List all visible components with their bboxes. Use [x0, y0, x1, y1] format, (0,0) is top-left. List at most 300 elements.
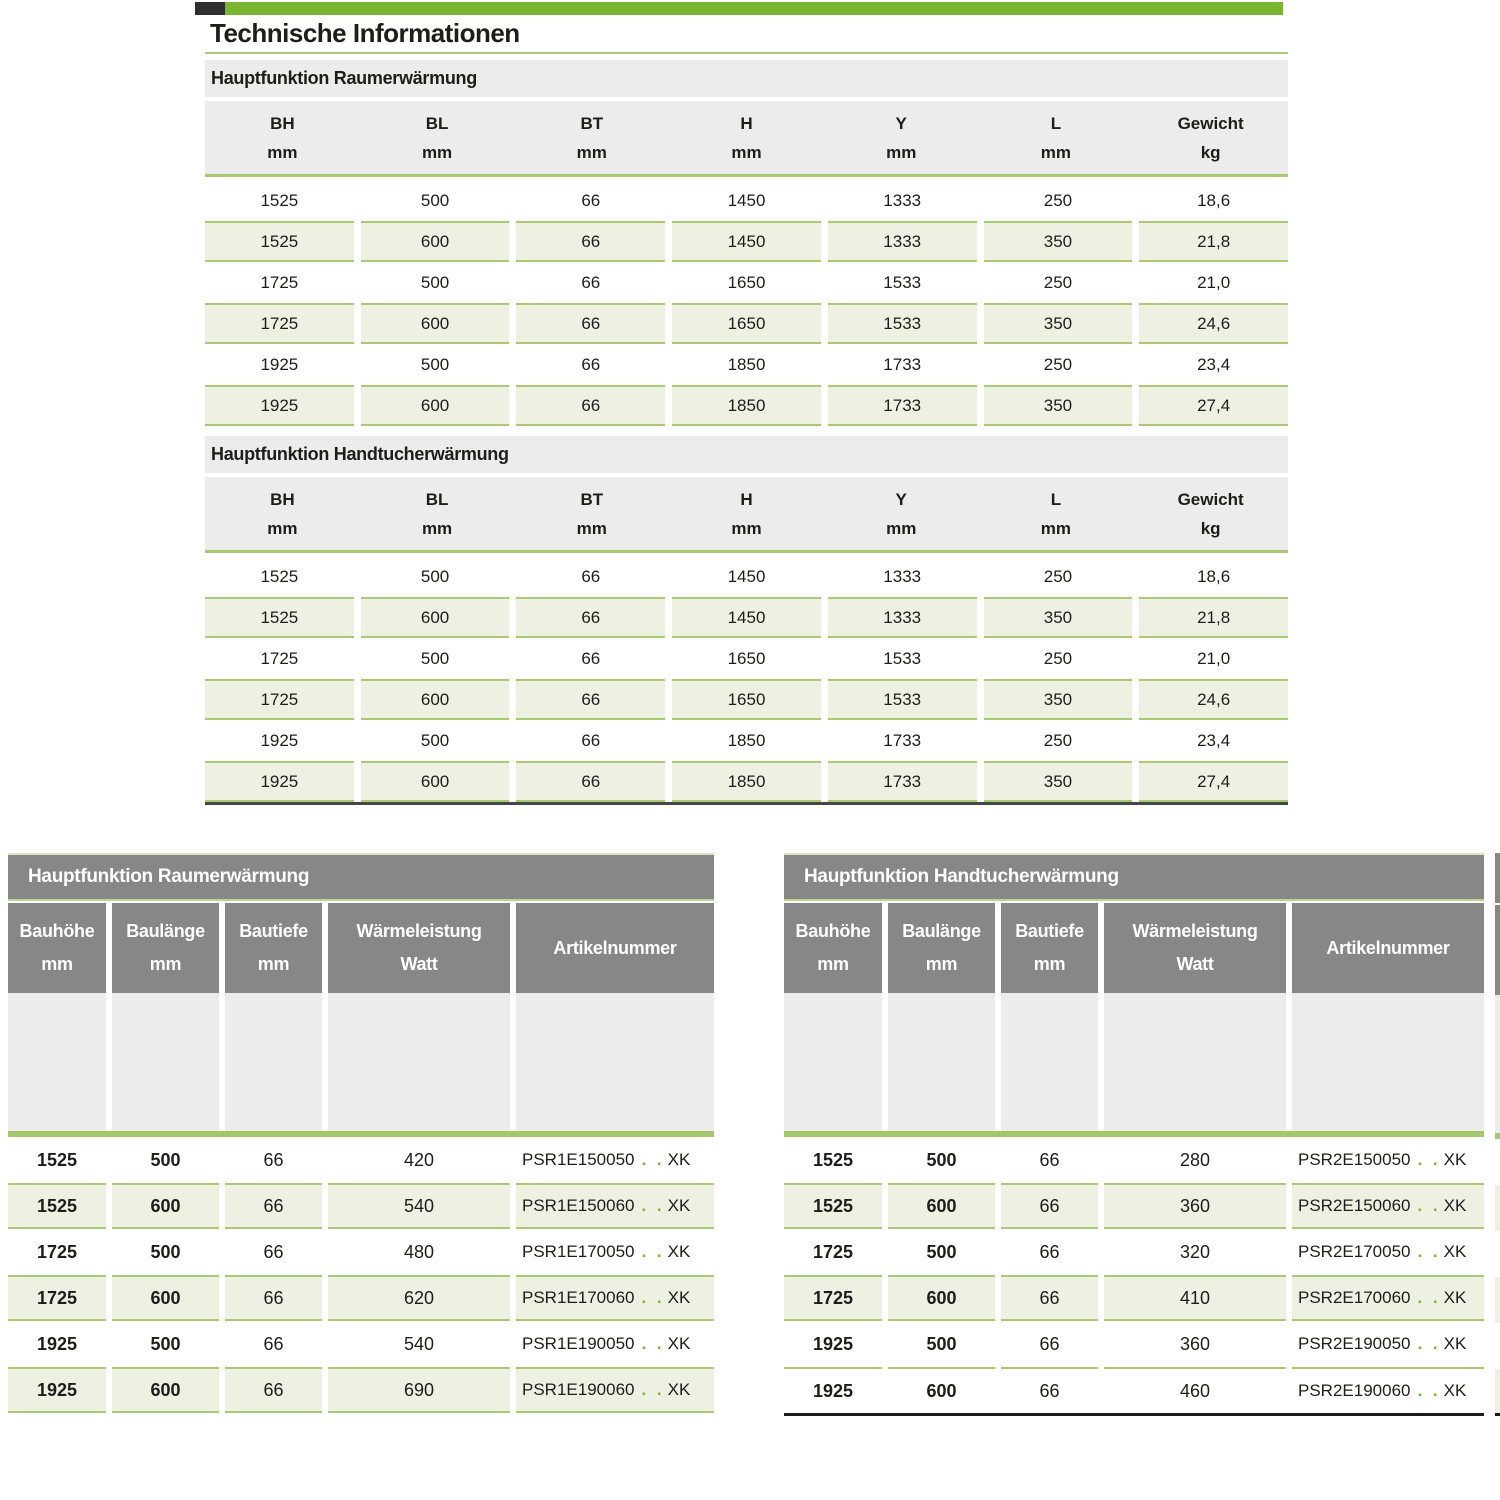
bottom-table-handtucherwaermung	[784, 853, 1484, 1416]
column-header-cell	[1133, 101, 1288, 174]
data-cell: 500	[420, 272, 450, 292]
column-header-line2: mm	[1033, 954, 1066, 974]
bautiefe-cell: 66	[225, 1367, 322, 1413]
bauhoehe-cell: 1925	[784, 1367, 882, 1413]
data-cell: 1925	[260, 354, 299, 374]
data-cell: 1650	[672, 303, 821, 344]
column-header-line1: Artikelnummer	[553, 937, 677, 958]
data-cell: 1725	[260, 648, 299, 668]
data-cell: 1650	[727, 272, 766, 292]
column-header-cell	[360, 477, 515, 550]
waermeleistung-cell: 420	[403, 1149, 435, 1170]
artikelnummer-dots: . .	[1417, 1288, 1441, 1307]
data-cell: 66	[581, 272, 601, 292]
section-band-label: Hauptfunktion Raumerwärmung	[211, 68, 477, 88]
column-header-line1: Y	[895, 113, 907, 133]
column-header-line2: mm	[731, 142, 762, 162]
column-header-row-handtucherwaermung	[205, 477, 1288, 553]
column-header-line1: Bauhöhe	[19, 921, 95, 941]
table-body-raumerwaermung	[205, 180, 1288, 426]
table-row	[784, 1183, 1484, 1229]
data-cell: 1733	[828, 761, 977, 802]
data-cell: 1450	[672, 221, 821, 262]
artikelnummer-prefix: PSR1E190050	[522, 1334, 635, 1353]
bottom-table-body	[8, 1137, 714, 1413]
waermeleistung-cell: 360	[1179, 1333, 1211, 1354]
artikelnummer-prefix: PSR2E150060	[1298, 1196, 1411, 1215]
data-cell: 250	[1043, 190, 1073, 210]
artikelnummer-dots: . .	[1417, 1381, 1441, 1400]
column-header-cell	[1133, 477, 1288, 550]
table-row	[8, 1321, 714, 1367]
column-header-cell	[112, 903, 219, 993]
column-header-cell	[824, 101, 979, 174]
column-header-line1: Y	[895, 489, 907, 509]
section-band-label: Hauptfunktion Handtucherwärmung	[211, 444, 509, 464]
bottom-band-handtucherwaermung	[784, 853, 1484, 901]
artikelnummer-cell	[516, 1229, 714, 1275]
table-row	[205, 720, 1288, 761]
baulaenge-cell: 500	[926, 1149, 957, 1170]
artikelnummer-suffix: XK	[667, 1150, 691, 1169]
column-header-line1: Gewicht	[1177, 489, 1244, 509]
data-cell: 66	[581, 190, 601, 210]
column-header-line1: Bautiefe	[239, 921, 308, 941]
data-cell: 1850	[727, 730, 766, 750]
column-header-cell	[205, 101, 360, 174]
baulaenge-cell: 500	[150, 1333, 181, 1354]
column-header-line1: BL	[425, 113, 449, 133]
empty-cell	[784, 993, 882, 1131]
column-header-line2: mm	[925, 954, 958, 974]
data-cell: 500	[420, 566, 450, 586]
data-cell: 24,6	[1139, 679, 1288, 720]
artikelnummer-cell	[1292, 1183, 1484, 1229]
data-cell: 1333	[883, 566, 922, 586]
data-cell: 1925	[205, 385, 354, 426]
artikelnummer-cell	[1292, 1321, 1484, 1367]
table-row	[205, 761, 1288, 802]
data-cell: 500	[420, 648, 450, 668]
data-cell: 1333	[828, 221, 977, 262]
data-cell: 1525	[205, 597, 354, 638]
artikelnummer-cell	[1292, 1229, 1484, 1275]
empty-image-row	[8, 993, 714, 1131]
empty-cell	[112, 993, 219, 1131]
artikelnummer-prefix: PSR1E150050	[522, 1150, 635, 1169]
artikelnummer-cell	[516, 1137, 714, 1183]
bauhoehe-cell: 1725	[784, 1275, 882, 1321]
waermeleistung-cell: 690	[328, 1367, 510, 1413]
column-header-line2: mm	[1040, 142, 1072, 162]
bautiefe-cell: 66	[263, 1241, 284, 1262]
column-header-row-raumerwaermung	[205, 101, 1288, 177]
column-header-cell	[205, 477, 360, 550]
data-cell: 250	[1043, 730, 1073, 750]
column-header-line2: mm	[267, 142, 298, 162]
data-cell: 600	[361, 597, 510, 638]
column-header-line1: L	[1050, 113, 1062, 133]
data-cell: 66	[516, 221, 665, 262]
column-header-line1: Gewicht	[1177, 113, 1244, 133]
column-header-line1: Bautiefe	[1015, 921, 1084, 941]
baulaenge-cell: 600	[112, 1183, 219, 1229]
artikelnummer-dots: . .	[641, 1380, 665, 1399]
data-cell: 350	[984, 221, 1133, 262]
data-cell: 21,8	[1139, 221, 1288, 262]
cutoff-table-sliver	[1495, 853, 1500, 1416]
bautiefe-cell: 66	[225, 1275, 322, 1321]
column-header-line1: Bauhöhe	[795, 921, 871, 941]
column-header-cell	[1001, 903, 1098, 993]
artikelnummer-cell	[516, 1183, 714, 1229]
artikelnummer-suffix: XK	[1443, 1334, 1467, 1353]
data-cell: 1925	[205, 761, 354, 802]
column-header-line2: mm	[267, 518, 298, 538]
data-cell: 1533	[828, 303, 977, 344]
data-cell: 350	[984, 679, 1133, 720]
column-header-cell	[360, 101, 515, 174]
column-header-line2: mm	[149, 954, 182, 974]
column-header-line1: BH	[270, 113, 295, 133]
table-row	[205, 303, 1288, 344]
bottom-table-body	[784, 1137, 1484, 1413]
section-band-raumerwaermung	[205, 60, 1288, 97]
top-bar-green-segment	[225, 2, 1283, 15]
bauhoehe-cell: 1925	[812, 1333, 854, 1354]
bottom-band-raumerwaermung	[8, 853, 714, 901]
waermeleistung-cell: 320	[1179, 1241, 1211, 1262]
column-header-line2: mm	[421, 518, 453, 538]
artikelnummer-prefix: PSR2E170050	[1298, 1242, 1411, 1261]
data-cell: 250	[1043, 272, 1073, 292]
artikelnummer-cell	[1292, 1137, 1484, 1183]
column-header-line2: mm	[731, 518, 762, 538]
data-cell: 1725	[205, 679, 354, 720]
empty-cell	[328, 993, 510, 1131]
column-header-line2: Watt	[400, 954, 438, 974]
table-row	[8, 1367, 714, 1413]
column-header-cell	[516, 903, 714, 993]
data-cell: 66	[581, 566, 601, 586]
page-title: Technische Informationen	[210, 18, 520, 48]
column-header-cell	[784, 903, 882, 993]
artikelnummer-prefix: PSR1E190060	[522, 1380, 635, 1399]
column-header-cell	[328, 903, 510, 993]
table-row	[205, 344, 1288, 385]
data-cell: 18,6	[1197, 566, 1231, 586]
data-cell: 1725	[205, 303, 354, 344]
artikelnummer-suffix: XK	[1443, 1288, 1467, 1307]
table-row	[784, 1321, 1484, 1367]
data-cell: 66	[516, 679, 665, 720]
data-cell: 600	[361, 679, 510, 720]
column-header-cell	[824, 477, 979, 550]
artikelnummer-cell	[1292, 1367, 1484, 1413]
data-cell: 18,6	[1197, 190, 1231, 210]
waermeleistung-cell: 480	[403, 1241, 435, 1262]
table-row	[784, 1367, 1484, 1413]
artikelnummer-prefix: PSR2E190060	[1298, 1381, 1411, 1400]
column-header-line2: kg	[1200, 518, 1221, 538]
artikelnummer-suffix: XK	[667, 1242, 691, 1261]
bautiefe-cell: 66	[1001, 1183, 1098, 1229]
column-header-line1: BH	[270, 489, 295, 509]
data-cell: 27,4	[1139, 385, 1288, 426]
column-header-line2: mm	[421, 142, 453, 162]
bauhoehe-cell: 1725	[8, 1275, 106, 1321]
bauhoehe-cell: 1525	[812, 1149, 854, 1170]
artikelnummer-dots: . .	[641, 1242, 665, 1261]
bautiefe-cell: 66	[1039, 1241, 1060, 1262]
baulaenge-cell: 600	[112, 1367, 219, 1413]
empty-cell	[1104, 993, 1286, 1131]
bautiefe-cell: 66	[263, 1333, 284, 1354]
waermeleistung-cell: 280	[1179, 1149, 1211, 1170]
table-body-handtucherwaermung	[205, 556, 1288, 802]
empty-cell	[1001, 993, 1098, 1131]
column-header-line1: Wärmeleistung	[356, 921, 482, 941]
table-row	[205, 385, 1288, 426]
column-header-cell	[8, 903, 106, 993]
artikelnummer-prefix: PSR1E170050	[522, 1242, 635, 1261]
baulaenge-cell: 600	[888, 1275, 995, 1321]
data-cell: 21,8	[1139, 597, 1288, 638]
data-cell: 600	[361, 303, 510, 344]
baulaenge-cell: 600	[888, 1183, 995, 1229]
data-cell: 1533	[828, 679, 977, 720]
artikelnummer-prefix: PSR2E190050	[1298, 1334, 1411, 1353]
column-header-cell	[669, 477, 824, 550]
column-header-cell	[225, 903, 322, 993]
column-header-line1: BT	[580, 489, 604, 509]
baulaenge-cell: 500	[926, 1241, 957, 1262]
data-cell: 600	[361, 221, 510, 262]
column-header-line1: Baulänge	[126, 921, 205, 941]
empty-cell	[8, 993, 106, 1131]
data-cell: 1525	[260, 566, 299, 586]
section-band-handtucherwaermung	[205, 436, 1288, 473]
artikelnummer-dots: . .	[641, 1288, 665, 1307]
data-cell: 350	[984, 761, 1133, 802]
empty-cell	[225, 993, 322, 1131]
column-header-line2: mm	[817, 954, 849, 974]
bauhoehe-cell: 1925	[8, 1367, 106, 1413]
table-row	[784, 1229, 1484, 1275]
data-cell: 350	[984, 385, 1133, 426]
data-cell: 1450	[727, 190, 766, 210]
column-header-line1: L	[1050, 489, 1062, 509]
waermeleistung-cell: 410	[1104, 1275, 1286, 1321]
column-header-cell	[888, 903, 995, 993]
column-header-cell	[979, 477, 1134, 550]
empty-image-row	[784, 993, 1484, 1131]
baulaenge-cell: 500	[926, 1333, 957, 1354]
waermeleistung-cell: 540	[328, 1183, 510, 1229]
artikelnummer-prefix: PSR1E170060	[522, 1288, 635, 1307]
artikelnummer-prefix: PSR2E170060	[1298, 1288, 1411, 1307]
data-cell: 600	[361, 761, 510, 802]
data-cell: 500	[420, 190, 450, 210]
empty-cell	[888, 993, 995, 1131]
artikelnummer-dots: . .	[641, 1150, 665, 1169]
bautiefe-cell: 66	[225, 1183, 322, 1229]
column-header-line1: Artikelnummer	[1326, 937, 1450, 958]
artikelnummer-prefix: PSR1E150060	[522, 1196, 635, 1215]
data-cell: 27,4	[1139, 761, 1288, 802]
data-cell: 1725	[260, 272, 299, 292]
artikelnummer-dots: . .	[641, 1196, 665, 1215]
data-cell: 250	[1043, 648, 1073, 668]
artikelnummer-suffix: XK	[1443, 1150, 1467, 1169]
data-cell: 1450	[727, 566, 766, 586]
column-header-line2: mm	[41, 954, 73, 974]
data-cell: 1533	[883, 648, 922, 668]
waermeleistung-cell: 360	[1104, 1183, 1286, 1229]
bauhoehe-cell: 1925	[36, 1333, 78, 1354]
column-header-line2: mm	[576, 518, 607, 538]
artikelnummer-dots: . .	[1417, 1150, 1441, 1169]
column-header-line1: Wärmeleistung	[1132, 921, 1258, 941]
column-header-line2: mm	[257, 954, 290, 974]
column-header-line1: Baulänge	[902, 921, 981, 941]
top-accent-bar	[195, 2, 1283, 15]
waermeleistung-cell: 540	[403, 1333, 435, 1354]
waermeleistung-cell: 620	[328, 1275, 510, 1321]
column-header-line2: mm	[576, 142, 607, 162]
column-header-cell	[669, 101, 824, 174]
bottom-column-headers	[8, 903, 714, 993]
bauhoehe-cell: 1525	[36, 1149, 78, 1170]
data-cell: 1525	[260, 190, 299, 210]
column-header-cell	[514, 477, 669, 550]
table-row	[8, 1275, 714, 1321]
data-cell: 1525	[205, 221, 354, 262]
artikelnummer-suffix: XK	[667, 1380, 691, 1399]
table-row	[205, 556, 1288, 597]
bautiefe-cell: 66	[1039, 1149, 1060, 1170]
data-cell: 250	[1043, 566, 1073, 586]
artikelnummer-suffix: XK	[1443, 1381, 1467, 1400]
bauhoehe-cell: 1525	[784, 1183, 882, 1229]
data-cell: 21,0	[1197, 648, 1231, 668]
artikelnummer-dots: . .	[1417, 1334, 1441, 1353]
column-header-line1: H	[740, 489, 753, 509]
empty-cell	[1292, 993, 1484, 1131]
data-cell: 21,0	[1197, 272, 1231, 292]
bottom-band-label: Hauptfunktion Raumerwärmung	[28, 866, 310, 887]
data-cell: 66	[581, 648, 601, 668]
table-row	[784, 1275, 1484, 1321]
table-row	[8, 1229, 714, 1275]
baulaenge-cell: 500	[150, 1149, 181, 1170]
bautiefe-cell: 66	[1001, 1275, 1098, 1321]
column-header-line2: mm	[886, 518, 917, 538]
artikelnummer-suffix: XK	[667, 1196, 691, 1215]
section-bottom-divider	[205, 802, 1288, 805]
table-row	[8, 1137, 714, 1183]
title-divider	[205, 52, 1288, 54]
artikelnummer-suffix: XK	[1443, 1242, 1467, 1261]
data-cell: 66	[516, 303, 665, 344]
artikelnummer-prefix: PSR2E150050	[1298, 1150, 1411, 1169]
data-cell: 66	[516, 597, 665, 638]
data-cell: 1850	[672, 761, 821, 802]
artikelnummer-cell	[516, 1275, 714, 1321]
artikelnummer-suffix: XK	[667, 1288, 691, 1307]
column-header-cell	[979, 101, 1134, 174]
column-header-line2: mm	[1040, 518, 1072, 538]
empty-cell	[516, 993, 714, 1131]
artikelnummer-dots: . .	[1417, 1196, 1441, 1215]
bottom-table-raumerwaermung	[8, 853, 714, 1413]
data-cell: 1733	[883, 730, 922, 750]
column-header-cell	[514, 101, 669, 174]
baulaenge-cell: 500	[150, 1241, 181, 1262]
artikelnummer-cell	[516, 1367, 714, 1413]
data-cell: 24,6	[1139, 303, 1288, 344]
data-cell: 66	[581, 730, 601, 750]
bautiefe-cell: 66	[1039, 1333, 1060, 1354]
data-cell: 1650	[672, 679, 821, 720]
table-row	[205, 180, 1288, 221]
technical-info-section	[205, 16, 1288, 805]
table-row	[205, 638, 1288, 679]
data-cell: 500	[420, 354, 450, 374]
column-header-line2: Watt	[1176, 954, 1214, 974]
data-cell: 66	[516, 385, 665, 426]
data-cell: 350	[984, 303, 1133, 344]
table-row	[784, 1137, 1484, 1183]
bautiefe-cell: 66	[1001, 1367, 1098, 1413]
data-cell: 250	[1043, 354, 1073, 374]
column-header-line1: BL	[425, 489, 449, 509]
artikelnummer-suffix: XK	[1443, 1196, 1467, 1215]
data-cell: 350	[984, 597, 1133, 638]
data-cell: 23,4	[1197, 354, 1231, 374]
data-cell: 1850	[672, 385, 821, 426]
table-row	[205, 597, 1288, 638]
artikelnummer-cell	[516, 1321, 714, 1367]
data-cell: 500	[420, 730, 450, 750]
column-header-line1: BT	[580, 113, 604, 133]
data-cell: 1333	[883, 190, 922, 210]
baulaenge-cell: 600	[888, 1367, 995, 1413]
column-header-cell	[1104, 903, 1286, 993]
data-cell: 1733	[828, 385, 977, 426]
data-cell: 1733	[883, 354, 922, 374]
artikelnummer-dots: . .	[641, 1334, 665, 1353]
table-row	[205, 221, 1288, 262]
column-header-line2: kg	[1200, 142, 1221, 162]
data-cell: 1333	[828, 597, 977, 638]
column-header-line2: mm	[886, 142, 917, 162]
table-bottom-line	[784, 1413, 1484, 1416]
artikelnummer-suffix: XK	[667, 1334, 691, 1353]
column-header-line1: H	[740, 113, 753, 133]
column-header-cell	[1292, 903, 1484, 993]
bautiefe-cell: 66	[263, 1149, 284, 1170]
data-cell: 1450	[672, 597, 821, 638]
data-cell: 66	[581, 354, 601, 374]
table-row	[8, 1183, 714, 1229]
top-bar-dark-segment	[195, 2, 225, 15]
data-cell: 66	[516, 761, 665, 802]
bottom-band-label: Hauptfunktion Handtucherwärmung	[804, 866, 1119, 887]
table-row	[205, 262, 1288, 303]
data-cell: 23,4	[1197, 730, 1231, 750]
data-cell: 1533	[883, 272, 922, 292]
